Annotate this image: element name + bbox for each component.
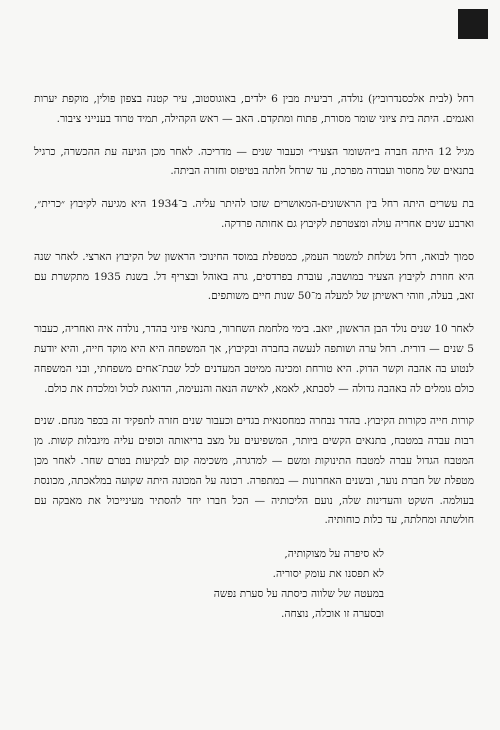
paragraph-youth-movement: מגיל 12 היתה חברה ב״השומר הצעיר״ וכעבור שנים — מדריכה. לאחר מכן הגיעה עת ההכשרה, כרגיל בתנאים של מחסור ועבודה מפרכת, עד שרחל חלתה בטיפוס וחזרה הביתה. [34, 145, 474, 178]
poem-line: לא תפסנו את עומק יסוריה. [272, 568, 384, 581]
paragraph-immigration: בת עשרים היתה רחל בין הראשונים-המאושרים שזכו להיתר עליה. ב־1934 היא מגיעה לקיבוץ ״כרית״, וארבע שנים אחריה עולה ומצטרפת לקיבוץ גם אחותה פרדקה. [34, 198, 474, 230]
paragraph-childhood: רחל (לבית אלכסנדרוביץ) נולדה, רביעית מבין 6 ילדים, באוגוסטוב, עיר קטנה בצפון פולין, מוקפת יערות ואגמים. היתה בית ציוני שומר מסורת, פתוח ומתקדם. האב — ראש הקהילה, תמיד טרוד בענייני ציבור. [34, 93, 474, 125]
memorial-text [34, 90, 474, 624]
paragraph-early-kibbutz: סמוך לבואה, רחל נשלחת למשמר העמק, כמטפלת במוסד החינוכי הראשון של הקיבוץ הארצי. לאחר שנה היא חוזרת לקיבוץ הצעיר במושבה, עובדת בפרדסים, גרה באוהל ובצריף דל. בשנת 1935 מתקשרת עם זאב, בעלה, וזוהי ראשיתן של למעלה מ־50 שנות חיים משותפים. [34, 250, 474, 303]
poem-stanza [34, 544, 474, 624]
corner-black-square [458, 9, 488, 39]
poem-line: לא סיפרה על מצוקותיה, [284, 548, 384, 561]
poem-line: ובסערה זו אוכלה, נוצחה. [281, 608, 384, 621]
paragraph-family: לאחר 10 שנים נולד הבן הראשון, יואב. בימי מלחמת השחרור, בתנאי פיוני בהדר, נולדה איה ואחריה, כעבור 5 שנים — דורית. רחל ערה ושותפה לנעשה בחברה ובקיבוץ, אך המשפחה היא היא מוקד חייה, והיא יודעת לנטוע בה אהבה וקשר הדוק. היא טורחת ומכינה ממיטב המעדנים לכל שבת־אחים משפחתי, ובני המשפחה כולם גומלים לה באהבה גדולה — לסבתא, לאמא, לאישה הנאה והנעימה, הדואגת לכול ומלכדת את כולם. [34, 323, 475, 395]
poem-line: במעטה של שלווה כיסתה על סערת נפשה [213, 588, 384, 601]
paragraph-work-life: קורות חייה כקורות הקיבוץ. בהדר נבחרה כמחסנאית בגדים וכעבור שנים חזרה לתפקיד זה בכפר מנחם. שנים רבות עבדה במטבח, בתנאים הקשים ביותר, המשפיעים על מצב בריאותה וכופים עליה מיגבלות קשות. מן המטבח הגדול עברה למטבח התינוקות ומשם — למדגרה, משכימה קום לבקיעות בטרם שחר. לאחר מכן מטפלת של חברת נוער, ובשנים האחרונות — במתפרה. רכונה על המכונה היתה שקועה במלאכתה, מכונסת בעולמה. השקט והעדינות שלה, נועם הליכותיה — הכל חברו יחד להסתיר מעינייכול את מאבקה עם חולשתה ומחלתה, עד כלות כוחותיה. [34, 415, 474, 527]
